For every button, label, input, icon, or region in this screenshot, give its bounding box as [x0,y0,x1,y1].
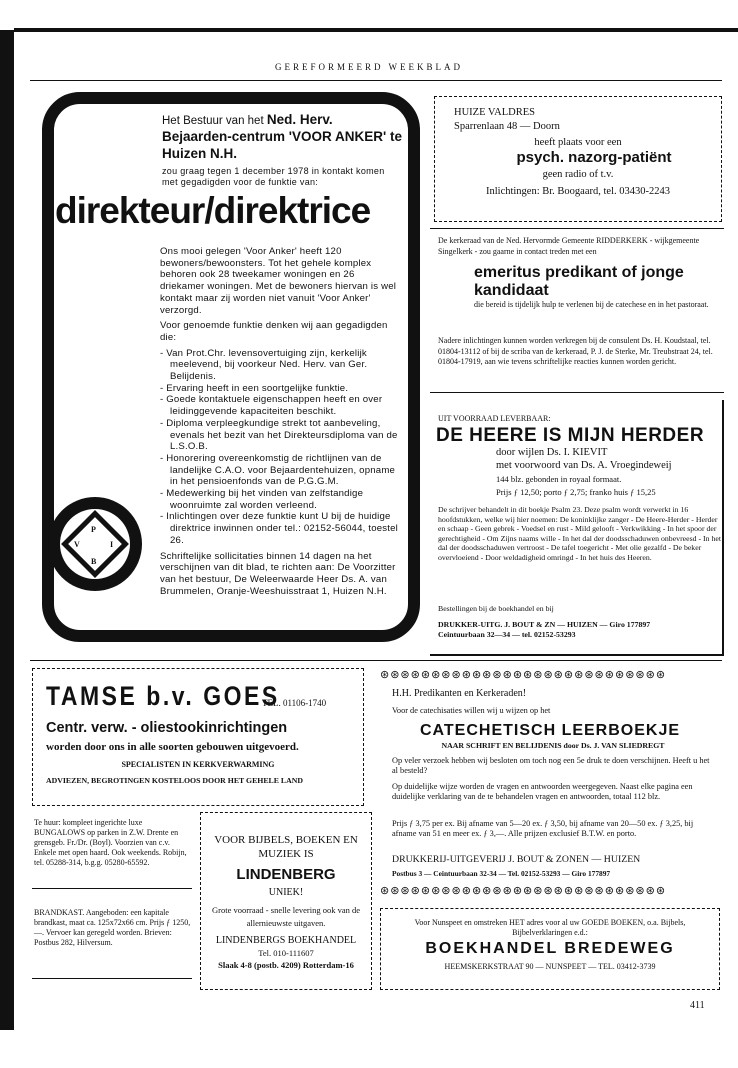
classified-brandkast: BRANDKAST. Aangeboden: een kapitale brandkast, maat ca. 125x72x66 cm. Prijs ƒ 1250,—. Vervoer kan geregeld worden. Brieven: Postbus 282, Hilversum. [34,908,191,947]
herder-publisher-1: DRUKKER-UITG. J. BOUT & ZN — HUIZEN — Giro 177897 [438,620,651,629]
valdres-contact: Inlichtingen: Br. Boogaard, tel. 03430-2243 [485,186,670,197]
divider [430,392,724,393]
anchor-p1: Ons mooi gelegen 'Voor Anker' heeft 120 bewoners/bewoonsters. Tot het gehele komplex behoren ook 28 tweekamer woningen en 26 driekamer woningen. Met de bewoners hiervan is wel kontakt maar zij worden niet vanuit 'Voor Anker' verzorgd. [160,246,397,316]
emblem-letter-top: P [91,525,96,534]
tamse-line-3: SPECIALISTEN IN KERKVERWARMING [121,760,275,769]
lindenberg-tel: Tel. 010-111607 [258,948,314,958]
anchor-org-name: Ned. Herv. Bejaarden-centrum 'VOOR ANKER' te Huizen N.H. [162,112,402,161]
anchor-intro-text: Het Bestuur van het [162,115,264,127]
cat-p3: Prijs ƒ 3,75 per ex. Bij afname van 5—20 ex. ƒ 3,50, bij afname van 20—50 ex. ƒ 3,25, bij afname van 51 en meer ex. ƒ 3,—. Alle prijzen exclusief B.T.W. en porto. [392,819,694,839]
lindenberg-line-1: VOOR BIJBELS, BOEKEN EN MUZIEK IS [214,834,358,860]
anchor-req-item: - Van Prot.Chr. levensovertuiging zijn, kerkelijk meelevend, bij voorkeur Ned. Herv. van Ger. Belijdenis. [160,347,368,383]
anchor-req-item: - Ervaring heeft in een soortgelijke funktie. [160,382,349,394]
anchor-title: direkteur/direktrice [55,190,371,231]
decorative-border-bottom: ⊛⊛⊛⊛⊛⊛⊛⊛⊛⊛⊛⊛⊛⊛⊛⊛⊛⊛⊛⊛⊛⊛⊛⊛⊛⊛⊛⊛ [380,885,667,896]
tamse-tel: TEL. 01106-1740 [262,698,327,708]
tamse-name: TAMSE b.v. GOES [46,681,280,711]
emblem-letter-left: V [74,540,80,549]
herder-order: Bestellingen bij de boekhandel en bij [438,604,554,613]
ridderkerk-info: Nadere inlichtingen kunnen worden verkregen bij de consulent Ds. H. Koudstaal, tel. 01804-13112 of bij de scriba van de kerkeraad, P. J. de Sterke, Mr. Treubstraat 24, tel. 01804-17919, aan wie tevens schriftelijke reacties kunnen worden gericht. [438,336,713,366]
anchor-req-item: - Medewerking bij het vinden van zelfstandige woonruimte zal worden verleend. [160,488,364,511]
top-rule [14,28,738,32]
lindenberg-address: Slaak 4-8 (postb. 4209) Rotterdam-16 [218,960,354,970]
tamse-line-1: Centr. verw. - oliestookinrichtingen [46,720,288,736]
emblem-letter-right: I [110,540,114,549]
classified-bungalows: Te huur: kompleet ingerichte luxe BUNGALOWS op parken in Z.W. Drente en grensgeb. Fr./Dr. (Boyl). Voorzien van c.v. Enkele met open haard. Ook weekends. Robijn, tel. 05288-314, b.g.g. 05280-65592. [34,818,187,867]
anchor-body [160,246,400,601]
ridderkerk-heading: emeritus predikant of jonge kandidaat [474,264,684,299]
herder-body: De schrijver behandelt in dit boekje Psalm 23. Deze psalm wordt verwerkt in 16 hoofdstukken, welke wij hier noemen: De koninklijke zanger - De Heere-Herder - Herder en schaap - Geen gebrek - Voedsel en rust - Mild gelooft - Verkwikking - In het spoor der gerechtigheid - Om Zijns naams wille - In het dal der doodsschaduwen onbevreesd - In het dal der doodsschaduwen vertroost - De tafel toegericht - Met olie gezalfd - De beker overvloeiend - Door weldadigheid omringd - In het huis des Heeren. [438,505,721,562]
anchor-intro [162,112,402,163]
cat-line-1: H.H. Predikanten en Kerkeraden! [392,688,527,699]
cat-address: Postbus 3 — Ceintuurbaan 32-34 — Tel. 02152-53293 — Giro 177897 [392,869,611,878]
herder-format: 144 blz. gebonden in royaal formaat. [496,474,622,484]
lindenberg-name: LINDENBERG [236,866,336,883]
bredeweg-name: BOEKHANDEL BREDEWEG [425,940,675,957]
lindenberg-line-3: Grote voorraad - snelle levering ook van de allernieuwste uitgaven. [212,905,360,928]
divider [32,978,192,979]
scan-edge [0,30,14,1030]
valdres-heading: psych. nazorg-patiënt [516,149,672,166]
divider [430,228,724,229]
herder-publisher-2: Ceintuurbaan 32—34 — tel. 02152-53293 [438,630,576,639]
ridderkerk-sub: die bereid is tijdelijk hulp te verlenen bij de catechese en in het pastoraat. [474,300,709,309]
anchor-req-item: - Inlichtingen over deze funktie kunt U bij de huidige direktrice inwinnen onder tel.: 02152-56044, toestel 26. [160,511,398,546]
valdres-address: Sparrenlaan 48 — Doorn [454,121,560,132]
page-number: 411 [690,1000,705,1011]
decorative-border-top: ⊛⊛⊛⊛⊛⊛⊛⊛⊛⊛⊛⊛⊛⊛⊛⊛⊛⊛⊛⊛⊛⊛⊛⊛⊛⊛⊛⊛ [380,669,667,680]
herder-label: UIT VOORRAAD LEVERBAAR: [438,414,551,423]
bredeweg-line-1: Voor Nunspeet en omstreken HET adres voor al uw GOEDE BOEKEN, o.a. Bijbels, Bijbelverklaringen e.d.: [414,918,686,937]
valdres-line-1: heeft plaats voor een [534,137,622,148]
herder-price: Prijs ƒ 12,50; porto ƒ 2,75; franko huis ƒ 15,25 [496,487,656,497]
emblem-letter-bottom: B [91,557,97,566]
divider [32,888,192,889]
masthead: GEREFORMEERD WEEKBLAD [274,62,464,72]
cat-p2: Op duidelijke wijze worden de vragen en antwoorden weergegeven. Naast elke pagina een duidelijke verklaring van de te behandelen vragen en antwoorden, totaal 112 blz. [392,782,693,802]
herder-foreword: met voorwoord van Ds. A. Vroegindeweij [496,460,672,471]
divider [30,660,722,661]
valdres-line-3: geen radio of t.v. [542,169,614,180]
anchor-sub: zou graag tegen 1 december 1978 in kontakt komen met gegadigden voor de funktie van: [162,166,385,187]
anchor-req-item: - Goede kontaktuele eigenschappen heeft en over leidinggevende kapaciteiten beschikt. [160,394,383,418]
cat-line-2: Voor de catechisaties willen wij u wijzen op het [392,706,551,715]
tamse-line-2: worden door ons in alle soorten gebouwen uitgevoerd. [46,741,299,753]
lindenberg-unique: UNIEK! [268,887,304,898]
cat-p1: Op veler verzoek hebben wij besloten om toch nog een 5e druk te doen verschijnen. Heeft u het al besteld? [392,756,710,776]
cat-sub: NAAR SCHRIFT EN BELIJDENIS door Ds. J. VAN SLIEDREGT [441,741,665,750]
anchor-req-item: - Honorering overeenkomstig de richtlijnen van de landelijke C.A.O. voor Bejaardentehuizen, opname in het pensioenfonds van de P.G.G.M. [160,452,396,488]
tamse-line-4: ADVIEZEN, BEGROTINGEN KOSTELOOS DOOR HET GEHELE LAND [46,776,303,785]
valdres-name: HUIZE VALDRES [454,107,535,118]
herder-author: door wijlen Ds. I. KIEVIT [496,447,608,458]
anchor-p3: Schriftelijke sollicitaties binnen 14 dagen na het verschijnen van dit blad, te richten aan: De Voorzitter van het bestuur, De Weleerwaarde Heer Ds. A. van Brummelen, Oranje-Weeshuisstraat 1, Huizen N.H. [160,550,396,597]
anchor-p2: Voor genoemde funktie denken wij aan gegadigden die: [160,320,388,343]
anchor-req-item: - Diploma verpleegkundige strekt tot aanbeveling, evenals het bezit van het Direkteursdiploma van de L.S.O.B. [160,417,398,453]
cat-publisher: DRUKKERIJ-UITGEVERIJ J. BOUT & ZONEN — HUIZEN [392,854,641,865]
herder-title: DE HEERE IS MIJN HERDER [436,425,705,446]
lindenberg-store: LINDENBERGS BOEKHANDEL [215,935,357,946]
ridderkerk-intro: De kerkeraad van de Ned. Hervormde Gemeente RIDDERKERK - wijkgemeente Singelkerk - zou gaarne in contact treden met een [438,236,700,256]
cat-title: CATECHETISCH LEERBOEKJE [419,722,681,739]
anchor-requirements [160,348,400,547]
bredeweg-address: HEEMSKERKSTRAAT 90 — NUNSPEET — TEL. 03412-3739 [444,962,656,971]
header-rule [30,80,722,81]
